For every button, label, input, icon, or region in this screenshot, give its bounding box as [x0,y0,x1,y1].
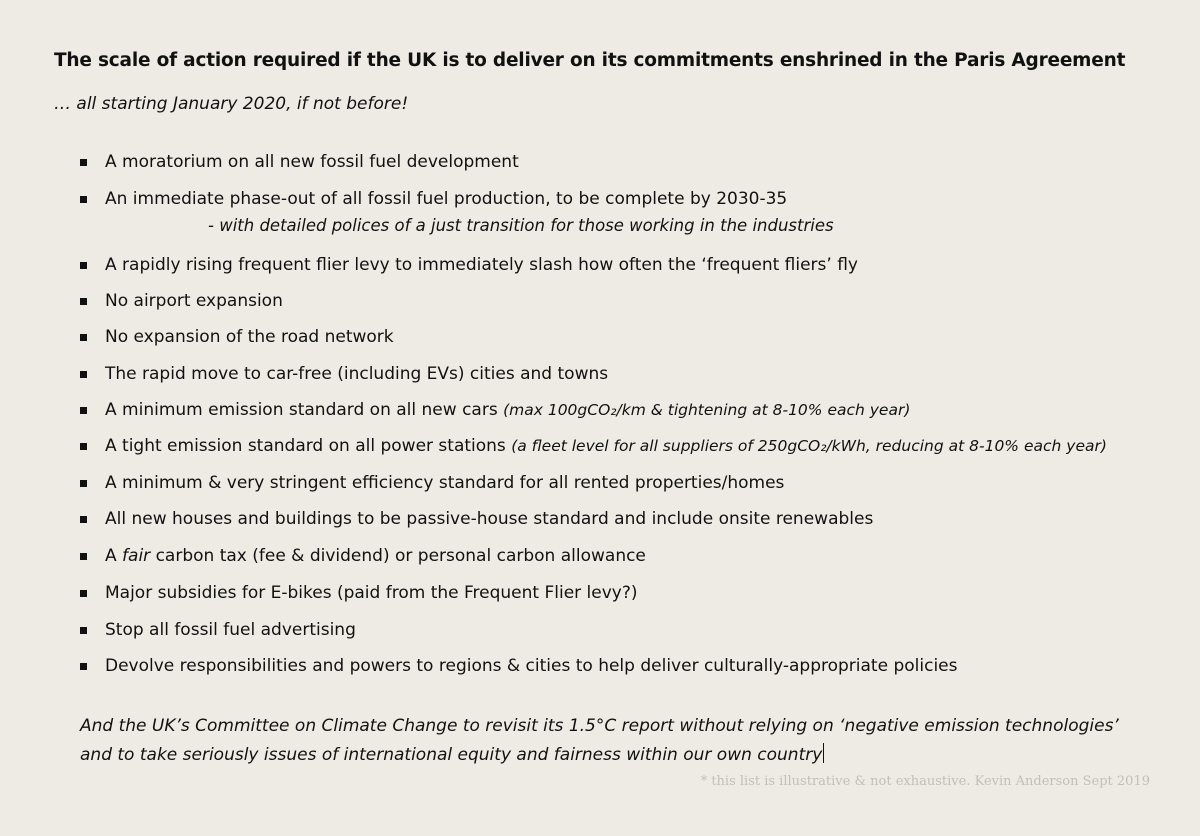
list-item-text: An immediate phase-out of all fossil fuel production, to be complete by 2030-35 [105,189,788,209]
list-item-note: (max 100gCO₂/km & tightening at 8-10% each year) [503,401,911,419]
emphasis-fair: fair [122,546,151,566]
list-item-note: (a fleet level for all suppliers of 250gCO₂/kWh, reducing at 8-10% each year) [511,437,1107,455]
bullet-icon [80,298,87,305]
bullet-icon [80,407,87,414]
bullet-icon [80,627,87,634]
list-item-text: The rapid move to car-free (including EVs) cities and towns [105,364,609,384]
list-item-text: A fair carbon tax (fee & dividend) or personal carbon allowance [105,546,646,566]
bullet-icon [80,516,87,523]
page-subtitle: … all starting January 2020, if not before! [54,94,409,114]
list-item-text: No expansion of the road network [105,327,394,347]
list-item-text: A minimum & very stringent efficiency standard for all rented properties/homes [105,473,785,493]
bullet-icon [80,590,87,597]
closing-line-2: and to take seriously issues of international equity and fairness within our own country [80,745,823,765]
list-item-text: A tight emission standard on all power stations (a fleet level for all suppliers of 250gCO₂/kWh, reducing at 8-10% each year) [105,436,1107,456]
footnote: * this list is illustrative & not exhaustive. Kevin Anderson Sept 2019 [700,774,1150,789]
closing-line-2-wrap [80,741,1119,770]
bullet-icon [80,443,87,450]
bullet-icon [80,159,87,166]
list-item-text: A rapidly rising frequent flier levy to immediately slash how often the ‘frequent fliers’ fly [105,255,858,275]
closing-line-1: And the UK’s Committee on Climate Change to revisit its 1.5°C report without relying on ‘negative emission technologies’ [80,716,1119,736]
list-item-text: No airport expansion [105,291,283,311]
list-item-text: Stop all fossil fuel advertising [105,620,356,640]
bullet-icon [80,196,87,203]
page-title: The scale of action required if the UK is to deliver on its commitments enshrined in the Paris Agreement [54,50,1126,71]
list-item-text: A moratorium on all new fossil fuel development [105,152,519,172]
bullet-icon [80,334,87,341]
bullet-icon [80,480,87,487]
list-item-text: All new houses and buildings to be passive-house standard and include onsite renewables [105,509,874,529]
list-item-text: Major subsidies for E-bikes (paid from the Frequent Flier levy?) [105,583,638,603]
text-cursor [823,743,824,763]
bullet-icon [80,553,87,560]
bullet-icon [80,663,87,670]
list-item-text: Devolve responsibilities and powers to regions & cities to help deliver culturally-appropriate policies [105,656,958,676]
closing-statement [80,712,1119,770]
list-item-text: A minimum emission standard on all new cars (max 100gCO₂/km & tightening at 8-10% each year) [105,400,911,420]
bullet-icon [80,262,87,269]
bullet-icon [80,371,87,378]
list-item-subnote: - with detailed polices of a just transition for those working in the industries [208,216,834,235]
